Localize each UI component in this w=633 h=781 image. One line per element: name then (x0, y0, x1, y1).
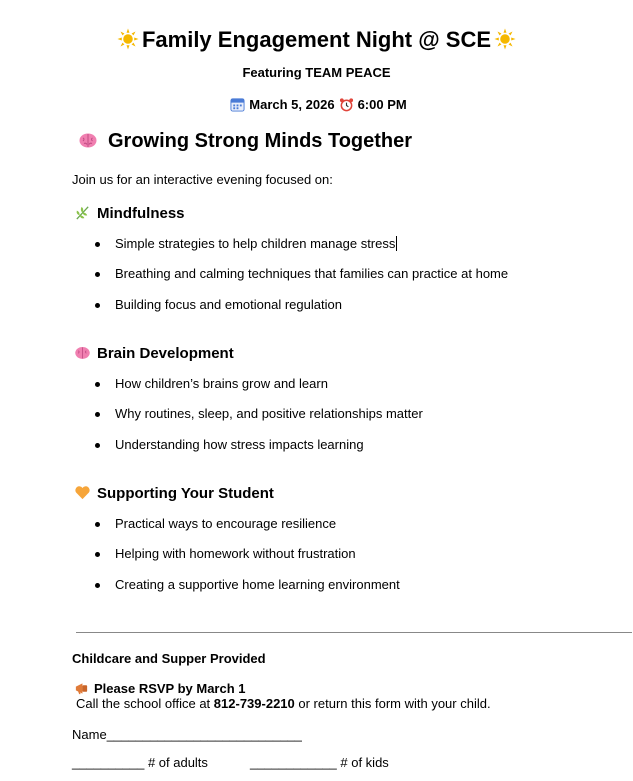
phone-number: 812-739-2210 (213, 696, 295, 711)
list-item: Helping with homework without frustration (95, 546, 356, 561)
herb-icon (74, 204, 91, 221)
list-item: Breathing and calming techniques that families can practice at home (95, 266, 508, 281)
kids-blank: ____________ (250, 755, 337, 770)
name-field: Name___________________________ (72, 727, 302, 742)
event-date: March 5, 2026 (249, 97, 335, 112)
topic-heading-supporting-student: Supporting Your Student (74, 484, 274, 502)
list-item: Why routines, sleep, and positive relationships matter (95, 406, 423, 421)
adults-blank: __________ (72, 755, 145, 770)
text-cursor (396, 236, 397, 251)
contact-line: Call the school office at 812-739-2210 or return this form with your child. (76, 696, 491, 711)
alarm-clock-icon (339, 97, 354, 112)
subtitle: Featuring TEAM PEACE (242, 65, 391, 80)
list-item: Simple strategies to help children manage stress (95, 236, 397, 251)
calendar-icon (230, 97, 245, 112)
title-text: Family Engagement Night @ SCE (141, 27, 492, 52)
topic-heading-mindfulness: Mindfulness (74, 204, 185, 222)
page-title (0, 27, 633, 53)
divider (76, 632, 632, 633)
adults-field: __________ # of adults (72, 755, 208, 770)
list-item: Practical ways to encourage resilience (95, 516, 336, 531)
kids-field: ____________ # of kids (250, 755, 389, 770)
list-item: Understanding how stress impacts learning (95, 437, 364, 452)
orange-heart-icon (74, 484, 91, 501)
brain-icon (74, 344, 91, 361)
sun-icon (117, 28, 139, 50)
megaphone-icon (74, 681, 89, 696)
childcare-note: Childcare and Supper Provided (72, 651, 266, 666)
section-heading-text: Growing Strong Minds Together (108, 130, 413, 152)
list-item: How children’s brains grow and learn (95, 376, 328, 391)
brain-icon (78, 130, 98, 150)
event-datetime (0, 97, 633, 112)
list-item: Building focus and emotional regulation (95, 297, 342, 312)
intro-text: Join us for an interactive evening focused on: (72, 172, 333, 187)
list-item: Creating a supportive home learning environment (95, 577, 400, 592)
event-time: 6:00 PM (357, 97, 407, 112)
sun-icon (494, 28, 516, 50)
name-blank: ___________________________ (106, 727, 302, 742)
section-heading (78, 130, 412, 153)
rsvp-line: Please RSVP by March 1 (74, 681, 246, 696)
topic-heading-brain-development: Brain Development (74, 344, 234, 362)
